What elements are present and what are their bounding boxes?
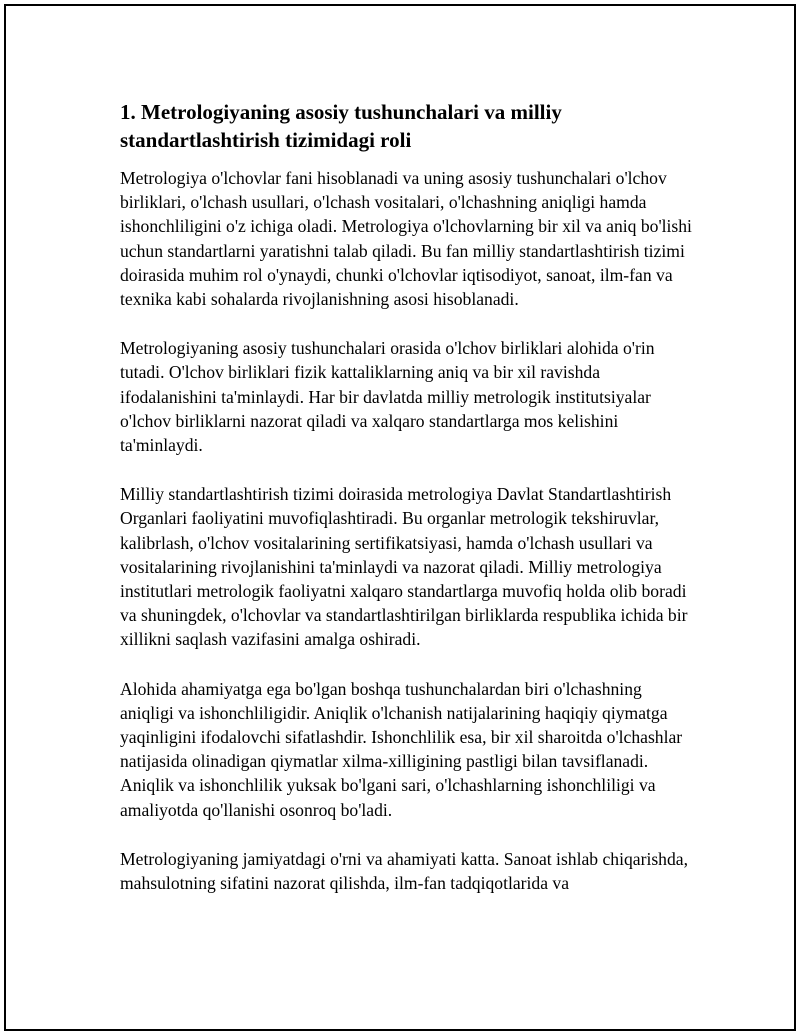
paragraph: Metrologiya o'lchovlar fani hisoblanadi va uning asosiy tushunchalari o'lchov birliklari, o'lchash usullari, o'lchash vositalari, o'lchashning aniqligi hamda ishonchliligini o'z ichiga oladi. Metrologiya o'lchovlarning bir xil va aniq bo'lishi uchun standartlarni yaratishni talab qiladi. Bu fan milliy standartlashtirish tizimi doirasida muhim rol o'ynaydi, chunki o'lchovlar iqtisodiyot, sanoat, ilm-fan va texnika kabi sohalarda rivojlanishning asosi hisoblanadi. <box>120 168 692 310</box>
document-content <box>120 98 692 920</box>
document-page <box>4 4 796 1031</box>
section-heading: 1. Metrologiyaning asosiy tushunchalari va milliy standartlashtirish tizimidagi roli <box>120 100 562 152</box>
paragraph: Metrologiyaning jamiyatdagi o'rni va ahamiyati katta. Sanoat ishlab chiqarishda, mahsulotning sifatini nazorat qilishda, ilm-fan tadqiqotlarida va <box>120 848 688 894</box>
paragraph: Metrologiyaning asosiy tushunchalari orasida o'lchov birliklari alohida o'rin tutadi. O'lchov birliklari fizik kattaliklarning aniq va bir xil ravishda ifodalanishini ta'minlaydi. Har bir davlatda milliy metrologik institutsiyalar o'lchov birliklarni nazorat qiladi va xalqaro standartlarga mos kelishini ta'minlaydi. <box>120 338 655 456</box>
paragraph: Alohida ahamiyatga ega bo'lgan boshqa tushunchalardan biri o'lchashning aniqligi va ishonchliligidir. Aniqlik o'lchanish natijalarining haqiqiy qiymatga yaqinligini ifodalovchi sifatlashdir. Ishonchlilik esa, bir xil sharoitda o'lchashlar natijasida olinadigan qiymatlar xilma-xilligining pastligi bilan tavsiflanadi. Aniqlik va ishonchlilik yuksak bo'lgani sari, o'lchashlarning ishonchliligi va amaliyotda qo'llanishi osonroq bo'ladi. <box>120 678 683 820</box>
paragraph: Milliy standartlashtirish tizimi doirasida metrologiya Davlat Standartlashtirish Organlari faoliyatini muvofiqlashtiradi. Bu organlar metrologik tekshiruvlar, kalibrlash, o'lchov vositalarining sertifikatsiyasi, hamda o'lchash usullari va vositalarining rivojlanishini ta'minlaydi va nazorat qiladi. Milliy metrologiya institutlari metrologik faoliyatni xalqaro standartlarga muvofiq holda olib boradi va shuningdek, o'lchovlar va standartlashtirilgan birliklarda respublika ichida bir xillikni saqlash vazifasini amalga oshiradi. <box>120 484 688 650</box>
